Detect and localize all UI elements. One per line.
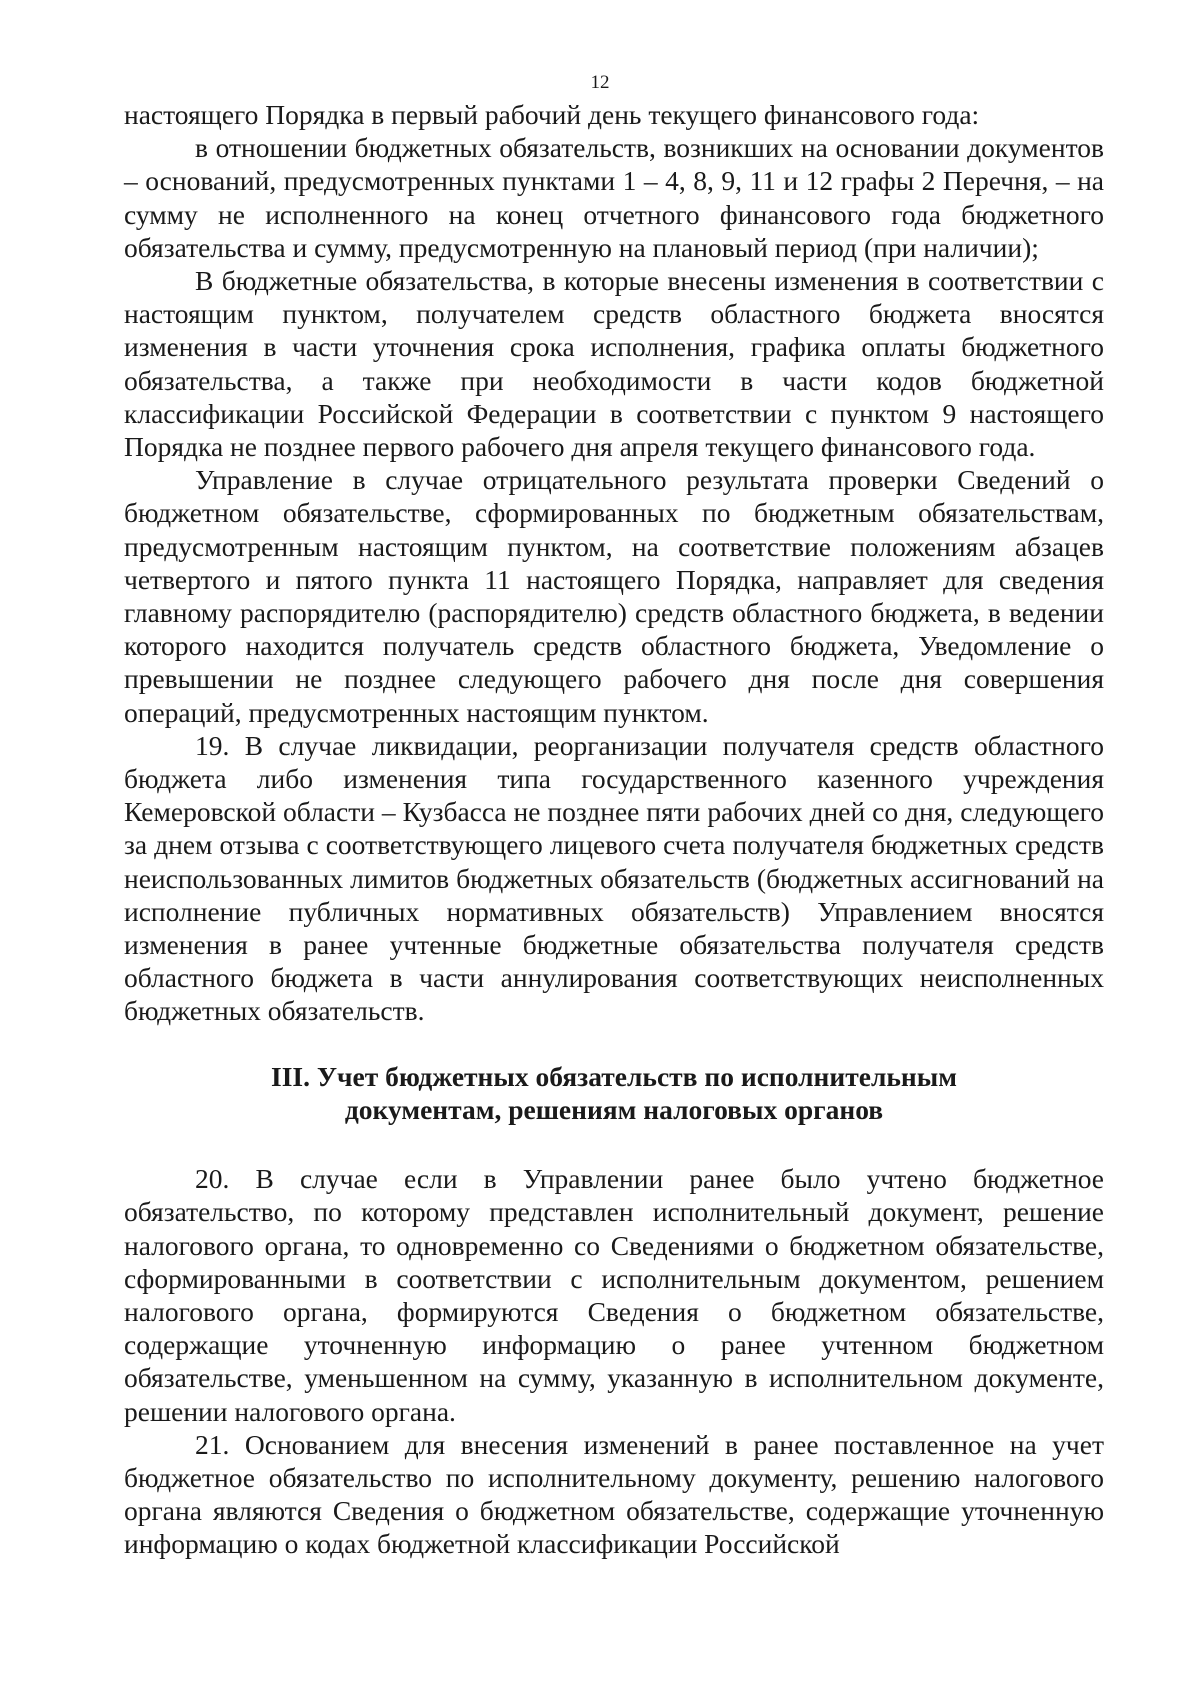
paragraph-clause-21: 21. Основанием для внесения изменений в ранее поставленное на учет бюджетное обязательство по исполнительному документу, решению налогового органа являются Сведения о бюджетном обязательстве, содержащие уточненную информацию о кодах бюджетной классификации Российской xyxy=(124,1428,1104,1560)
paragraph: В бюджетные обязательства, в которые внесены изменения в соответствии с настоящим пунктом, получателем средств областного бюджета вносятся изменения в части уточнения срока исполнения, графика оплаты бюджетного обязательства, а также при необходимости в части кодов бюджетной классификации Российской Федерации в соответствии с пунктом 9 настоящего Порядка не позднее первого рабочего дня апреля текущего финансового года. xyxy=(124,265,1104,463)
paragraph-continuation: настоящего Порядка в первый рабочий день текущего финансового года: xyxy=(124,99,980,130)
document-body xyxy=(124,98,1104,1561)
paragraph: в отношении бюджетных обязательств, возникших на основании документов – оснований, предусмотренных пунктами 1 – 4, 8, 9, 11 и 12 графы 2 Перечня, – на сумму не исполненного на конец отчетного финансового года бюджетного обязательства и сумму, предусмотренную на плановый период (при наличии); xyxy=(124,132,1104,263)
paragraph-clause-20: 20. В случае если в Управлении ранее было учтено бюджетное обязательство, по которому представлен исполнительный документ, решение налогового органа, то одновременно со Сведениями о бюджетном обязательстве, сформированными в соответствии с исполнительным документом, решением налогового органа, формируются Сведения о бюджетном обязательстве, содержащие уточненную информацию о ранее учтенном бюджетном обязательстве, уменьшенном на сумму, указанную в исполнительном документе, решении налогового органа. xyxy=(124,1163,1104,1427)
page-number: 12 xyxy=(590,72,610,93)
paragraph-clause-19: 19. В случае ликвидации, реорганизации получателя средств областного бюджета либо изменения типа государственного казенного учреждения Кемеровской области – Кузбасса не позднее пяти рабочих дней со дня, следующего за днем отзыва с соответствующего лицевого счета получателя бюджетных средств неиспользованных лимитов бюджетных обязательств (бюджетных ассигнований на исполнение публичных нормативных обязательств) Управлением вносятся изменения в ранее учтенные бюджетные обязательства получателя средств областного бюджета в части аннулирования соответствующих неисполненных бюджетных обязательств. xyxy=(124,729,1104,1027)
section-heading-line: III. Учет бюджетных обязательств по исполнительным xyxy=(271,1060,957,1092)
section-heading xyxy=(124,1060,1104,1126)
section-heading-line: документам, решениям налоговых органов xyxy=(344,1093,884,1125)
paragraph: Управление в случае отрицательного результата проверки Сведений о бюджетном обязательстве, сформированных по бюджетным обязательствам, предусмотренным настоящим пунктом, на соответствие положениям абзацев четвертого и пятого пункта 11 настоящего Порядка, направляет для сведения главному распорядителю (распорядителю) средств областного бюджета, в ведении которого находится получатель средств областного бюджета, Уведомление о превышении не позднее следующего рабочего дня после дня совершения операций, предусмотренных настоящим пунктом. xyxy=(124,464,1104,728)
